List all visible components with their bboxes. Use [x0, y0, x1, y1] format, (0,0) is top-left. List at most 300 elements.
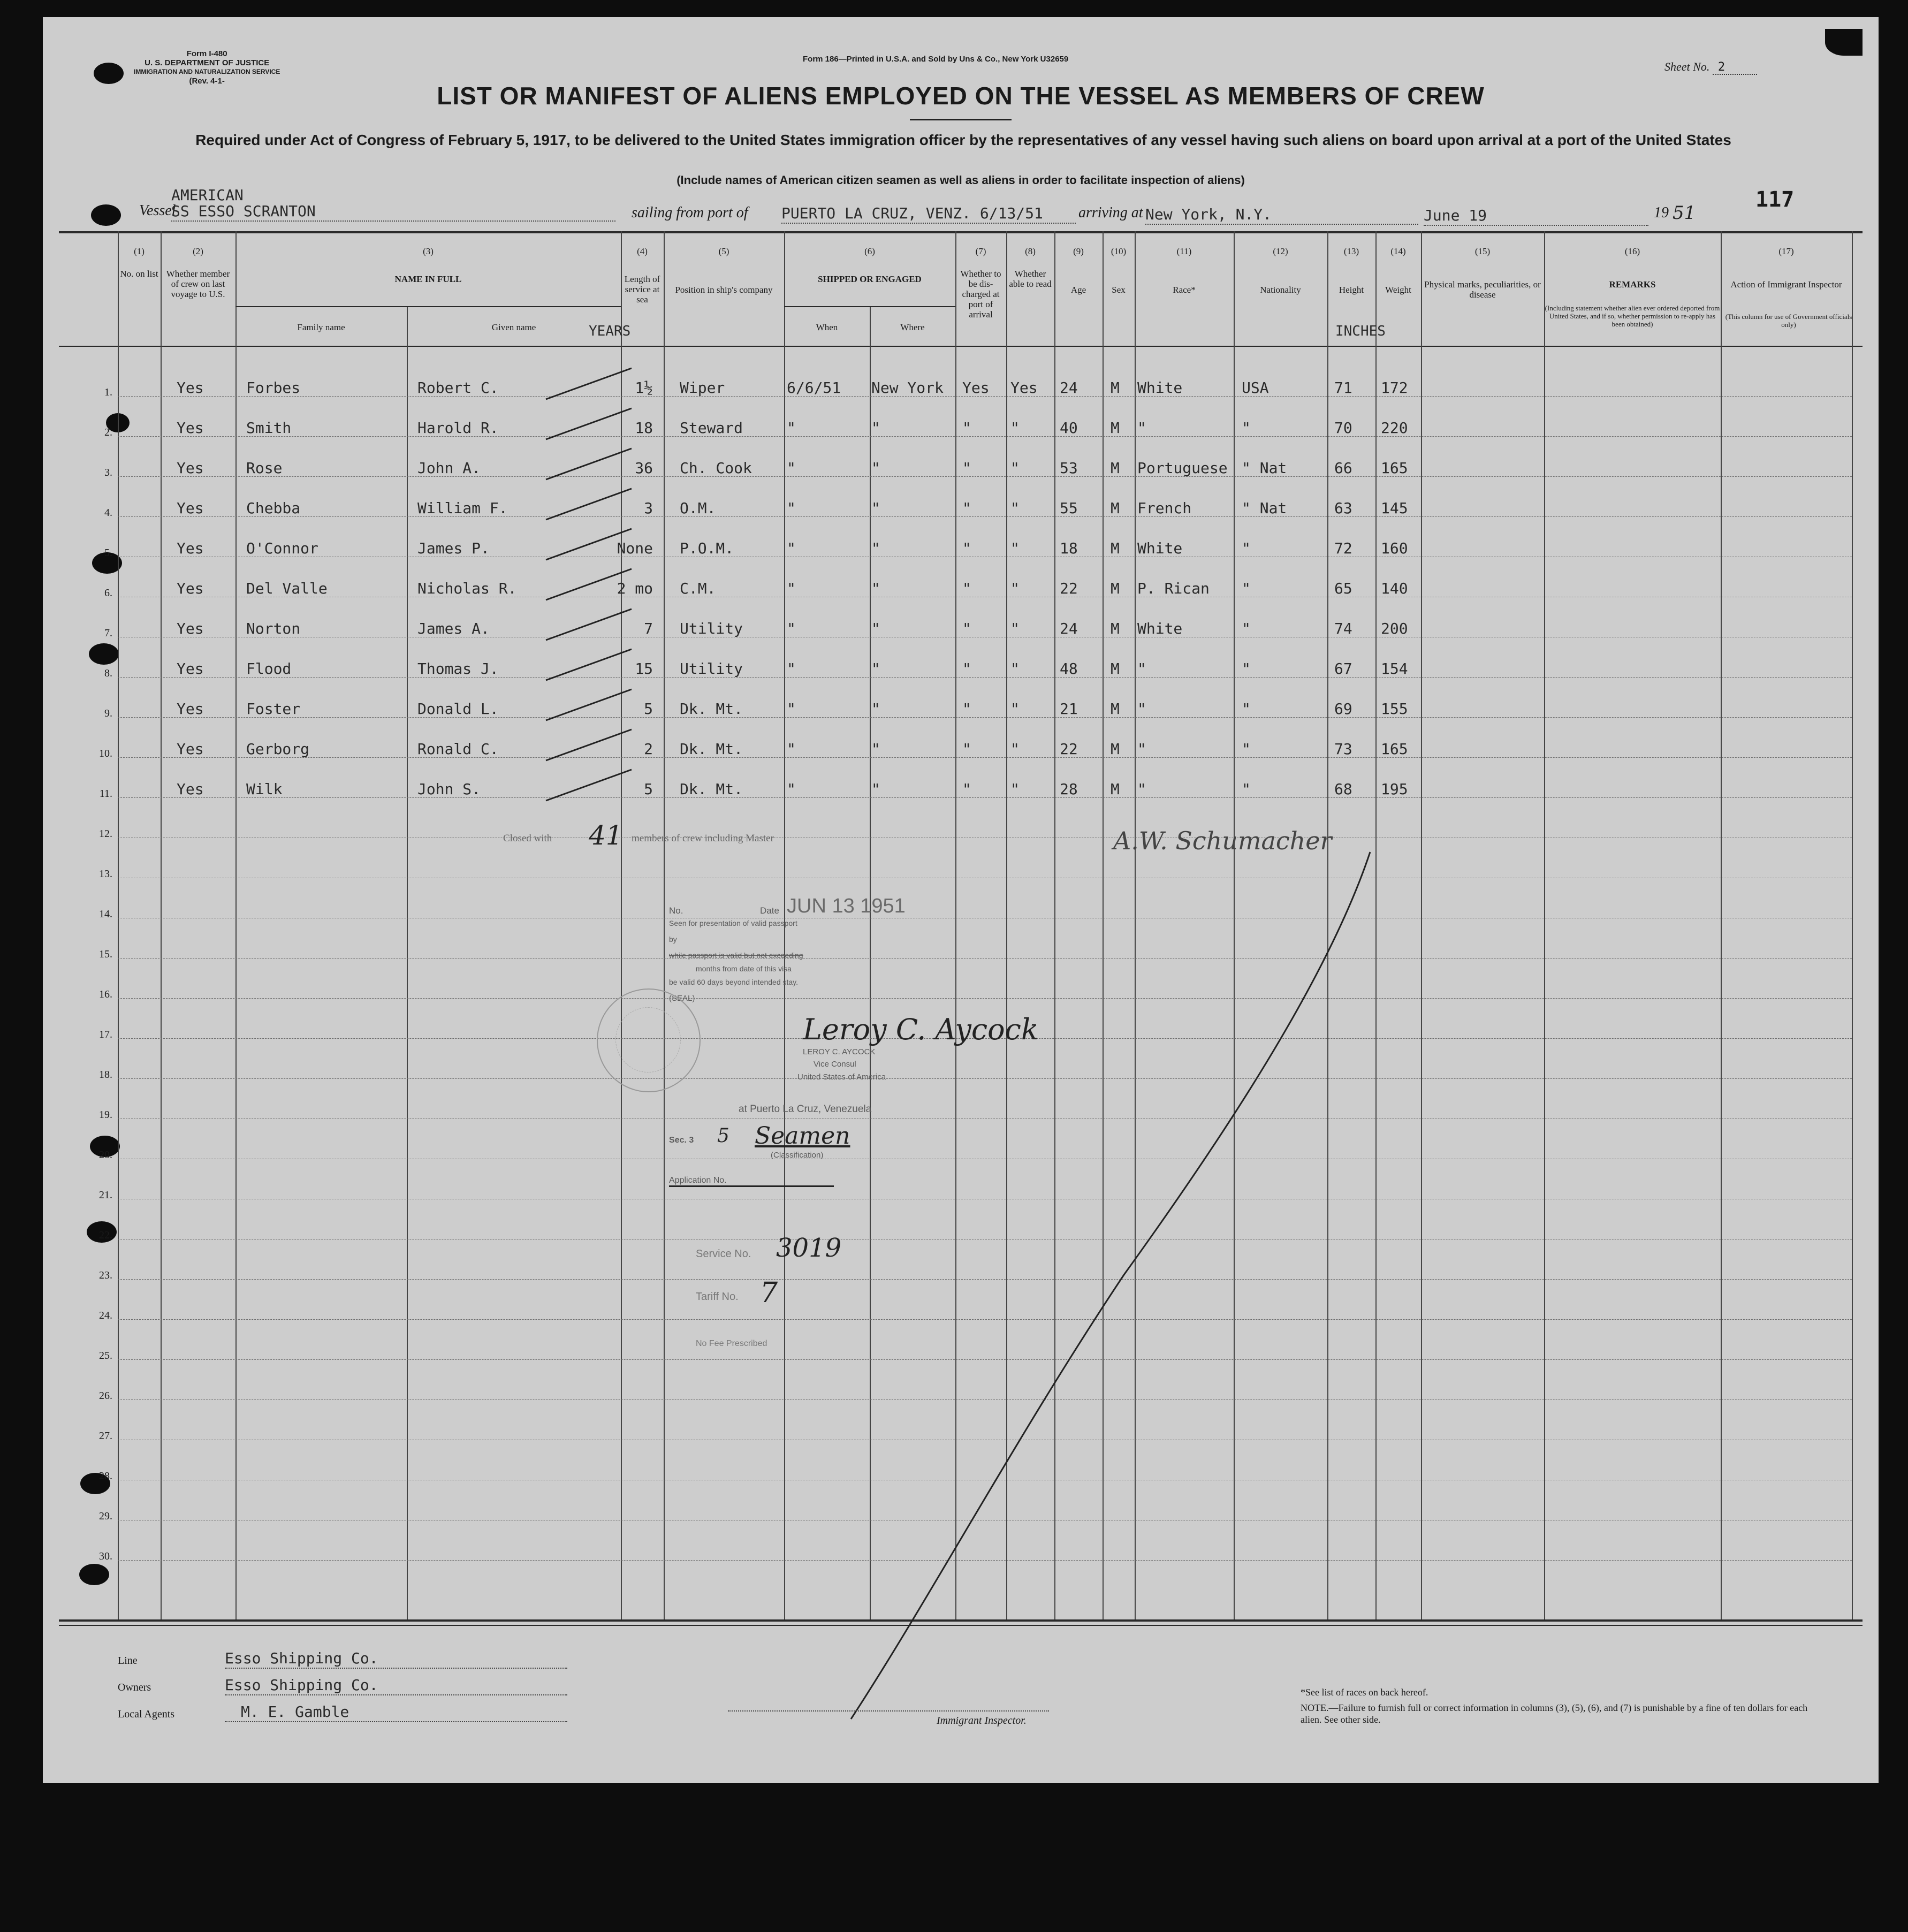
crew-age: 22: [1060, 740, 1078, 758]
crew-service: 2: [644, 740, 653, 758]
sec-label: Sec. 3: [669, 1136, 694, 1145]
row-number: 8.: [104, 667, 112, 679]
row-number: 15.: [99, 948, 112, 960]
row-number: 19.: [99, 1109, 112, 1121]
crew-where: ": [871, 419, 880, 437]
crew-read: ": [1010, 620, 1020, 637]
crew-race: White: [1137, 539, 1183, 557]
crew-member: Yes: [177, 580, 204, 597]
row-number: 23.: [99, 1269, 112, 1281]
crew-family: Forbes: [246, 379, 301, 397]
row-number: 12.: [99, 828, 112, 840]
crew-service: 5: [644, 780, 653, 798]
crew-service: 1½: [635, 379, 653, 397]
crew-position: P.O.M.: [680, 539, 734, 557]
column-number: (14): [1390, 246, 1406, 256]
crew-nationality: ": [1242, 620, 1251, 637]
crew-position: Ch. Cook: [680, 459, 752, 477]
stamp-months: months from date of this visa: [696, 964, 792, 973]
consul-country: United States of America: [797, 1073, 886, 1082]
crew-sex: M: [1111, 620, 1120, 637]
row-number: 28.: [99, 1470, 112, 1482]
consular-seal-inner: [615, 1007, 681, 1073]
crew-sex: M: [1111, 419, 1120, 437]
row-number: 10.: [99, 748, 112, 759]
vessel-name: SS ESSO SCRANTON: [171, 202, 316, 220]
check-mark: [546, 408, 632, 439]
crew-race: ": [1137, 740, 1146, 758]
check-mark: [546, 649, 632, 680]
crew-race: White: [1137, 620, 1183, 637]
crew-given: Nicholas R.: [417, 580, 517, 597]
line-dotline: [225, 1668, 567, 1669]
crew-when: ": [787, 780, 796, 798]
row-number: 16.: [99, 988, 112, 1000]
crew-height: 69: [1334, 700, 1352, 718]
crew-nationality: ": [1242, 419, 1251, 437]
crew-read: ": [1010, 740, 1020, 758]
crew-sex: M: [1111, 459, 1120, 477]
row-number: 26.: [99, 1390, 112, 1402]
crew-family: Chebba: [246, 499, 301, 517]
row-number: 27.: [99, 1430, 112, 1442]
crew-age: 48: [1060, 660, 1078, 678]
check-mark: [546, 529, 632, 560]
crew-height: 74: [1334, 620, 1352, 637]
crew-where: ": [871, 539, 880, 557]
vessel-label: Vessel: [139, 202, 176, 219]
crew-sex: M: [1111, 580, 1120, 597]
crew-family: Smith: [246, 419, 292, 437]
column-number: (9): [1073, 246, 1084, 256]
crew-given: James P.: [417, 539, 490, 557]
row-number: 7.: [104, 627, 112, 639]
crew-discharged: ": [962, 780, 971, 798]
column-label: Weight: [1385, 285, 1411, 295]
consul-name: LEROY C. AYCOCK: [803, 1047, 876, 1056]
stamp-seal: (SEAL): [669, 994, 695, 1003]
row-number: 4.: [104, 507, 112, 519]
crew-family: Wilk: [246, 780, 283, 798]
row-number: 6.: [104, 587, 112, 599]
row-number: 20.: [99, 1149, 112, 1161]
inspector-pen-stroke: [851, 852, 1370, 1719]
arrival-date: June 19: [1424, 207, 1487, 224]
crew-nationality: USA: [1242, 379, 1269, 397]
crew-weight: 220: [1381, 419, 1408, 437]
crew-where: ": [871, 499, 880, 517]
arriving-label: arriving at: [1078, 204, 1143, 221]
crew-member: Yes: [177, 740, 204, 758]
crew-discharged: ": [962, 580, 971, 597]
crew-nationality: ": [1242, 780, 1251, 798]
crew-age: 22: [1060, 580, 1078, 597]
crew-member: Yes: [177, 620, 204, 637]
races-note: *See list of races on back hereof.: [1301, 1687, 1428, 1698]
crew-nationality: ": [1242, 539, 1251, 557]
stamp-passport: while passport is valid but not exceeding: [669, 951, 803, 960]
crew-position: Dk. Mt.: [680, 780, 743, 798]
crew-when: ": [787, 700, 796, 718]
crew-weight: 160: [1381, 539, 1408, 557]
column-label: Sex: [1112, 285, 1126, 295]
row-number: 18.: [99, 1069, 112, 1081]
column-number: (5): [718, 246, 729, 256]
column-label: Physical marks, peculiarities, or disease: [1424, 279, 1541, 300]
page-number: 117: [1755, 187, 1795, 212]
crew-position: Utility: [680, 620, 743, 637]
check-mark: [546, 368, 632, 399]
remarks-note: (Including statement whether alien ever ordered deported from United States, and if so, whether permission to re-apply has been obtained): [1545, 304, 1720, 328]
year-prefix: 19: [1654, 204, 1669, 221]
crew-discharged: ": [962, 700, 971, 718]
column-number: (6): [864, 246, 875, 256]
check-mark: [546, 729, 632, 760]
stamp-no-label: No.: [669, 906, 683, 916]
subhead-given-name: Given name: [491, 322, 536, 332]
crew-age: 28: [1060, 780, 1078, 798]
agents-dotline: [225, 1721, 567, 1722]
crew-when: ": [787, 580, 796, 597]
department-name: U. S. DEPARTMENT OF JUSTICE: [145, 58, 270, 67]
crew-age: 21: [1060, 700, 1078, 718]
crew-race: French: [1137, 499, 1192, 517]
crew-weight: 195: [1381, 780, 1408, 798]
crew-member: Yes: [177, 459, 204, 477]
crew-race: ": [1137, 660, 1146, 678]
crew-when: 6/6/51: [787, 379, 841, 397]
tariff-value: 7: [760, 1277, 778, 1309]
vessel-flag: AMERICAN: [171, 186, 244, 204]
action-note: (This column for use of Government officials only): [1725, 313, 1852, 329]
column-label: SHIPPED OR ENGAGED: [818, 274, 922, 284]
sheet-value: 2: [1713, 60, 1757, 75]
crew-where: ": [871, 580, 880, 597]
column-number: (7): [975, 246, 986, 256]
sailing-label: sailing from port of: [632, 204, 748, 221]
crew-service: 5: [644, 700, 653, 718]
crew-sex: M: [1111, 499, 1120, 517]
consul-signature: Leroy C. Aycock: [803, 1013, 1039, 1046]
column-label: Whether member of crew on last voyage to U.S.: [166, 269, 230, 299]
crew-when: ": [787, 740, 796, 758]
crew-service: 36: [635, 459, 653, 477]
printer-note: Form 186—Printed in U.S.A. and Sold by Uns & Co., New York U32659: [803, 55, 1069, 64]
crew-given: Thomas J.: [417, 660, 499, 678]
crew-read: ": [1010, 580, 1020, 597]
note-text: —Failure to furnish full or correct information in columns (3), (5), (6), and (7) is punishable by a fine of ten dollars for each alien. See other side.: [1301, 1702, 1808, 1725]
crew-discharged: ": [962, 499, 971, 517]
subhead-years: YEARS: [589, 323, 631, 339]
column-label: Whether to be dis-charged at port of arrival: [960, 269, 1001, 320]
crew-when: ": [787, 459, 796, 477]
crew-read: ": [1010, 539, 1020, 557]
note-label: NOTE.: [1301, 1702, 1329, 1713]
row-number: 9.: [104, 708, 112, 719]
crew-service: None: [617, 539, 653, 557]
column-number: (17): [1778, 246, 1794, 256]
stamp-seen: Seen for presentation of valid passport: [669, 919, 797, 927]
stamp-date: JUN 13 1951: [787, 895, 906, 917]
crew-position: Steward: [680, 419, 743, 437]
crew-sex: M: [1111, 539, 1120, 557]
sheet-label: Sheet No.: [1664, 60, 1710, 73]
crew-member: Yes: [177, 780, 204, 798]
check-mark: [546, 689, 632, 720]
subhead-inches: INCHES: [1335, 323, 1386, 339]
consul-post: at Puerto La Cruz, Venezuela: [739, 1104, 872, 1115]
crew-read: ": [1010, 660, 1020, 678]
crew-discharged: Yes: [962, 379, 990, 397]
classification-value: Seamen: [755, 1122, 850, 1150]
crew-given: Robert C.: [417, 379, 499, 397]
owners-label: Owners: [118, 1682, 151, 1693]
crew-when: ": [787, 539, 796, 557]
crew-height: 70: [1334, 419, 1352, 437]
crew-read: ": [1010, 499, 1020, 517]
crew-position: Dk. Mt.: [680, 740, 743, 758]
crew-race: ": [1137, 700, 1146, 718]
subhead-family-name: Family name: [297, 322, 345, 332]
crew-when: ": [787, 499, 796, 517]
crew-where: New York: [871, 379, 944, 397]
crew-given: Donald L.: [417, 700, 499, 718]
crew-read: ": [1010, 459, 1020, 477]
crew-read: ": [1010, 419, 1020, 437]
stamp-days: be valid 60 days beyond intended stay.: [669, 978, 799, 986]
crew-family: Del Valle: [246, 580, 328, 597]
column-number: (8): [1025, 246, 1036, 256]
crew-when: ": [787, 660, 796, 678]
row-number: 17.: [99, 1029, 112, 1040]
crew-sex: M: [1111, 780, 1120, 798]
check-mark: [546, 569, 632, 600]
crew-age: 18: [1060, 539, 1078, 557]
row-number: 3.: [104, 467, 112, 478]
check-mark: [546, 770, 632, 801]
row-number: 2.: [104, 427, 112, 438]
crew-member: Yes: [177, 660, 204, 678]
crew-given: John S.: [417, 780, 481, 798]
crew-nationality: ": [1242, 580, 1251, 597]
row-number: 22.: [99, 1229, 112, 1241]
agents-value: M. E. Gamble: [241, 1703, 349, 1721]
service-name: IMMIGRATION AND NATURALIZATION SERVICE: [134, 68, 280, 75]
owners-value: Esso Shipping Co.: [225, 1676, 378, 1694]
crew-race: P. Rican: [1137, 580, 1210, 597]
crew-member: Yes: [177, 379, 204, 397]
crew-given: Ronald C.: [417, 740, 499, 758]
inspector-label: Immigrant Inspector.: [937, 1715, 1027, 1726]
row-number: 30.: [99, 1550, 112, 1562]
crew-service: 3: [644, 499, 653, 517]
crew-age: 24: [1060, 620, 1078, 637]
crew-weight: 140: [1381, 580, 1408, 597]
crew-height: 73: [1334, 740, 1352, 758]
requirement-text: Required under Act of Congress of February 5, 1917, to be delivered to the United States immigration officer by the representatives of any vessel having such aliens on board upon arrival at a port of the United States: [195, 132, 1731, 148]
row-number: 21.: [99, 1189, 112, 1201]
column-number: (4): [637, 246, 648, 256]
crew-discharged: ": [962, 620, 971, 637]
inspector-dotline: [728, 1710, 1049, 1712]
crew-service: 15: [635, 660, 653, 678]
column-number: (10): [1111, 246, 1127, 256]
service-check-marks: [43, 17, 1879, 1783]
crew-weight: 154: [1381, 660, 1408, 678]
crew-given: John A.: [417, 459, 481, 477]
penalty-note: [1301, 1702, 1814, 1725]
tariff-label: Tariff No.: [696, 1291, 739, 1303]
column-label: REMARKS: [1609, 279, 1656, 290]
crew-position: Wiper: [680, 379, 725, 397]
year-value: 51: [1673, 202, 1696, 224]
crew-race: ": [1137, 780, 1146, 798]
crew-height: 68: [1334, 780, 1352, 798]
crew-weight: 200: [1381, 620, 1408, 637]
column-label: Length of service at sea: [624, 274, 660, 305]
crew-count: 41: [589, 820, 623, 851]
crew-height: 67: [1334, 660, 1352, 678]
crew-where: ": [871, 740, 880, 758]
crew-nationality: ": [1242, 740, 1251, 758]
crew-sex: M: [1111, 379, 1120, 397]
form-revision: (Rev. 4-1-: [189, 77, 225, 86]
manifest-sheet: [43, 17, 1879, 1783]
column-label: Whether able to read: [1009, 269, 1052, 289]
crew-age: 40: [1060, 419, 1078, 437]
row-number: 11.: [99, 788, 112, 800]
column-label: Nationality: [1260, 285, 1301, 295]
column-label: Height: [1339, 285, 1364, 295]
column-number: (13): [1343, 246, 1359, 256]
crew-nationality: ": [1242, 660, 1251, 678]
application-label: Application No.: [669, 1176, 834, 1187]
crew-discharged: ": [962, 459, 971, 477]
column-number: (11): [1176, 246, 1192, 256]
row-number: 5.: [104, 547, 112, 559]
crew-age: 53: [1060, 459, 1078, 477]
crew-weight: 165: [1381, 740, 1408, 758]
crew-family: Norton: [246, 620, 301, 637]
form-number: Form I-480: [186, 49, 227, 58]
stamp-date-label: Date: [760, 906, 779, 916]
crew-nationality: ": [1242, 700, 1251, 718]
crew-read: ": [1010, 780, 1020, 798]
row-number: 24.: [99, 1310, 112, 1321]
column-number: (2): [193, 246, 203, 256]
column-label: Age: [1070, 285, 1086, 295]
crew-family: Foster: [246, 700, 301, 718]
row-number: 13.: [99, 868, 112, 880]
crew-service: 18: [635, 419, 653, 437]
crew-nationality: " Nat: [1242, 499, 1287, 517]
crew-age: 24: [1060, 379, 1078, 397]
crew-sex: M: [1111, 660, 1120, 678]
crew-race: ": [1137, 419, 1146, 437]
crew-member: Yes: [177, 499, 204, 517]
document-title: LIST OR MANIFEST OF ALIENS EMPLOYED ON THE VESSEL AS MEMBERS OF CREW: [437, 82, 1485, 110]
column-number: (16): [1624, 246, 1640, 256]
crew-read: Yes: [1010, 379, 1038, 397]
crew-where: ": [871, 660, 880, 678]
fee-note: No Fee Prescribed: [696, 1339, 767, 1348]
sec-value: 5: [717, 1125, 729, 1147]
service-no-value: 3019: [776, 1233, 842, 1263]
row-number: 1.: [104, 386, 112, 398]
crew-race: Portuguese: [1137, 459, 1228, 477]
check-mark: [546, 609, 632, 640]
crew-height: 63: [1334, 499, 1352, 517]
crew-discharged: ": [962, 539, 971, 557]
crew-family: Flood: [246, 660, 292, 678]
crew-when: ": [787, 419, 796, 437]
crew-sex: M: [1111, 700, 1120, 718]
crew-service: 7: [644, 620, 653, 637]
crew-weight: 145: [1381, 499, 1408, 517]
crew-where: ": [871, 700, 880, 718]
crew-family: Rose: [246, 459, 283, 477]
members-text: members of crew including Master: [632, 833, 774, 844]
crew-position: O.M.: [680, 499, 716, 517]
crew-given: Harold R.: [417, 419, 499, 437]
crew-weight: 165: [1381, 459, 1408, 477]
column-label: NAME IN FULL: [394, 274, 462, 284]
crew-height: 66: [1334, 459, 1352, 477]
subhead-when: When: [816, 322, 838, 332]
column-label: No. on list: [120, 269, 158, 279]
column-number: (3): [423, 246, 434, 256]
crew-age: 55: [1060, 499, 1078, 517]
service-no-label: Service No.: [696, 1248, 751, 1260]
crew-family: Gerborg: [246, 740, 310, 758]
crew-read: ": [1010, 700, 1020, 718]
crew-height: 65: [1334, 580, 1352, 597]
crew-given: James A.: [417, 620, 490, 637]
row-number: 14.: [99, 908, 112, 920]
crew-height: 72: [1334, 539, 1352, 557]
row-number: 29.: [99, 1510, 112, 1522]
crew-member: Yes: [177, 700, 204, 718]
crew-weight: 172: [1381, 379, 1408, 397]
column-label: Race*: [1173, 285, 1196, 295]
check-mark: [546, 448, 632, 480]
sailing-port: PUERTO LA CRUZ, VENZ. 6/13/51: [781, 204, 1043, 222]
column-number: (15): [1474, 246, 1491, 256]
arriving-port: New York, N.Y.: [1145, 206, 1272, 223]
master-signature: A.W. Schumacher: [1113, 826, 1332, 855]
closed-with-label: Closed with: [503, 833, 552, 844]
crew-sex: M: [1111, 740, 1120, 758]
crew-where: ": [871, 459, 880, 477]
crew-when: ": [787, 620, 796, 637]
stamp-by: by: [669, 935, 677, 944]
crew-position: C.M.: [680, 580, 716, 597]
agents-label: Local Agents: [118, 1708, 175, 1720]
crew-race: White: [1137, 379, 1183, 397]
crew-position: Utility: [680, 660, 743, 678]
crew-where: ": [871, 620, 880, 637]
crew-where: ": [871, 780, 880, 798]
column-label: Action of Immigrant Inspector: [1730, 279, 1842, 290]
check-mark: [546, 489, 632, 520]
subhead-where: Where: [900, 322, 925, 332]
crew-position: Dk. Mt.: [680, 700, 743, 718]
crew-discharged: ": [962, 740, 971, 758]
row-number: 25.: [99, 1350, 112, 1361]
line-label: Line: [118, 1655, 138, 1667]
crew-service: 2 mo: [617, 580, 653, 597]
crew-height: 71: [1334, 379, 1352, 397]
